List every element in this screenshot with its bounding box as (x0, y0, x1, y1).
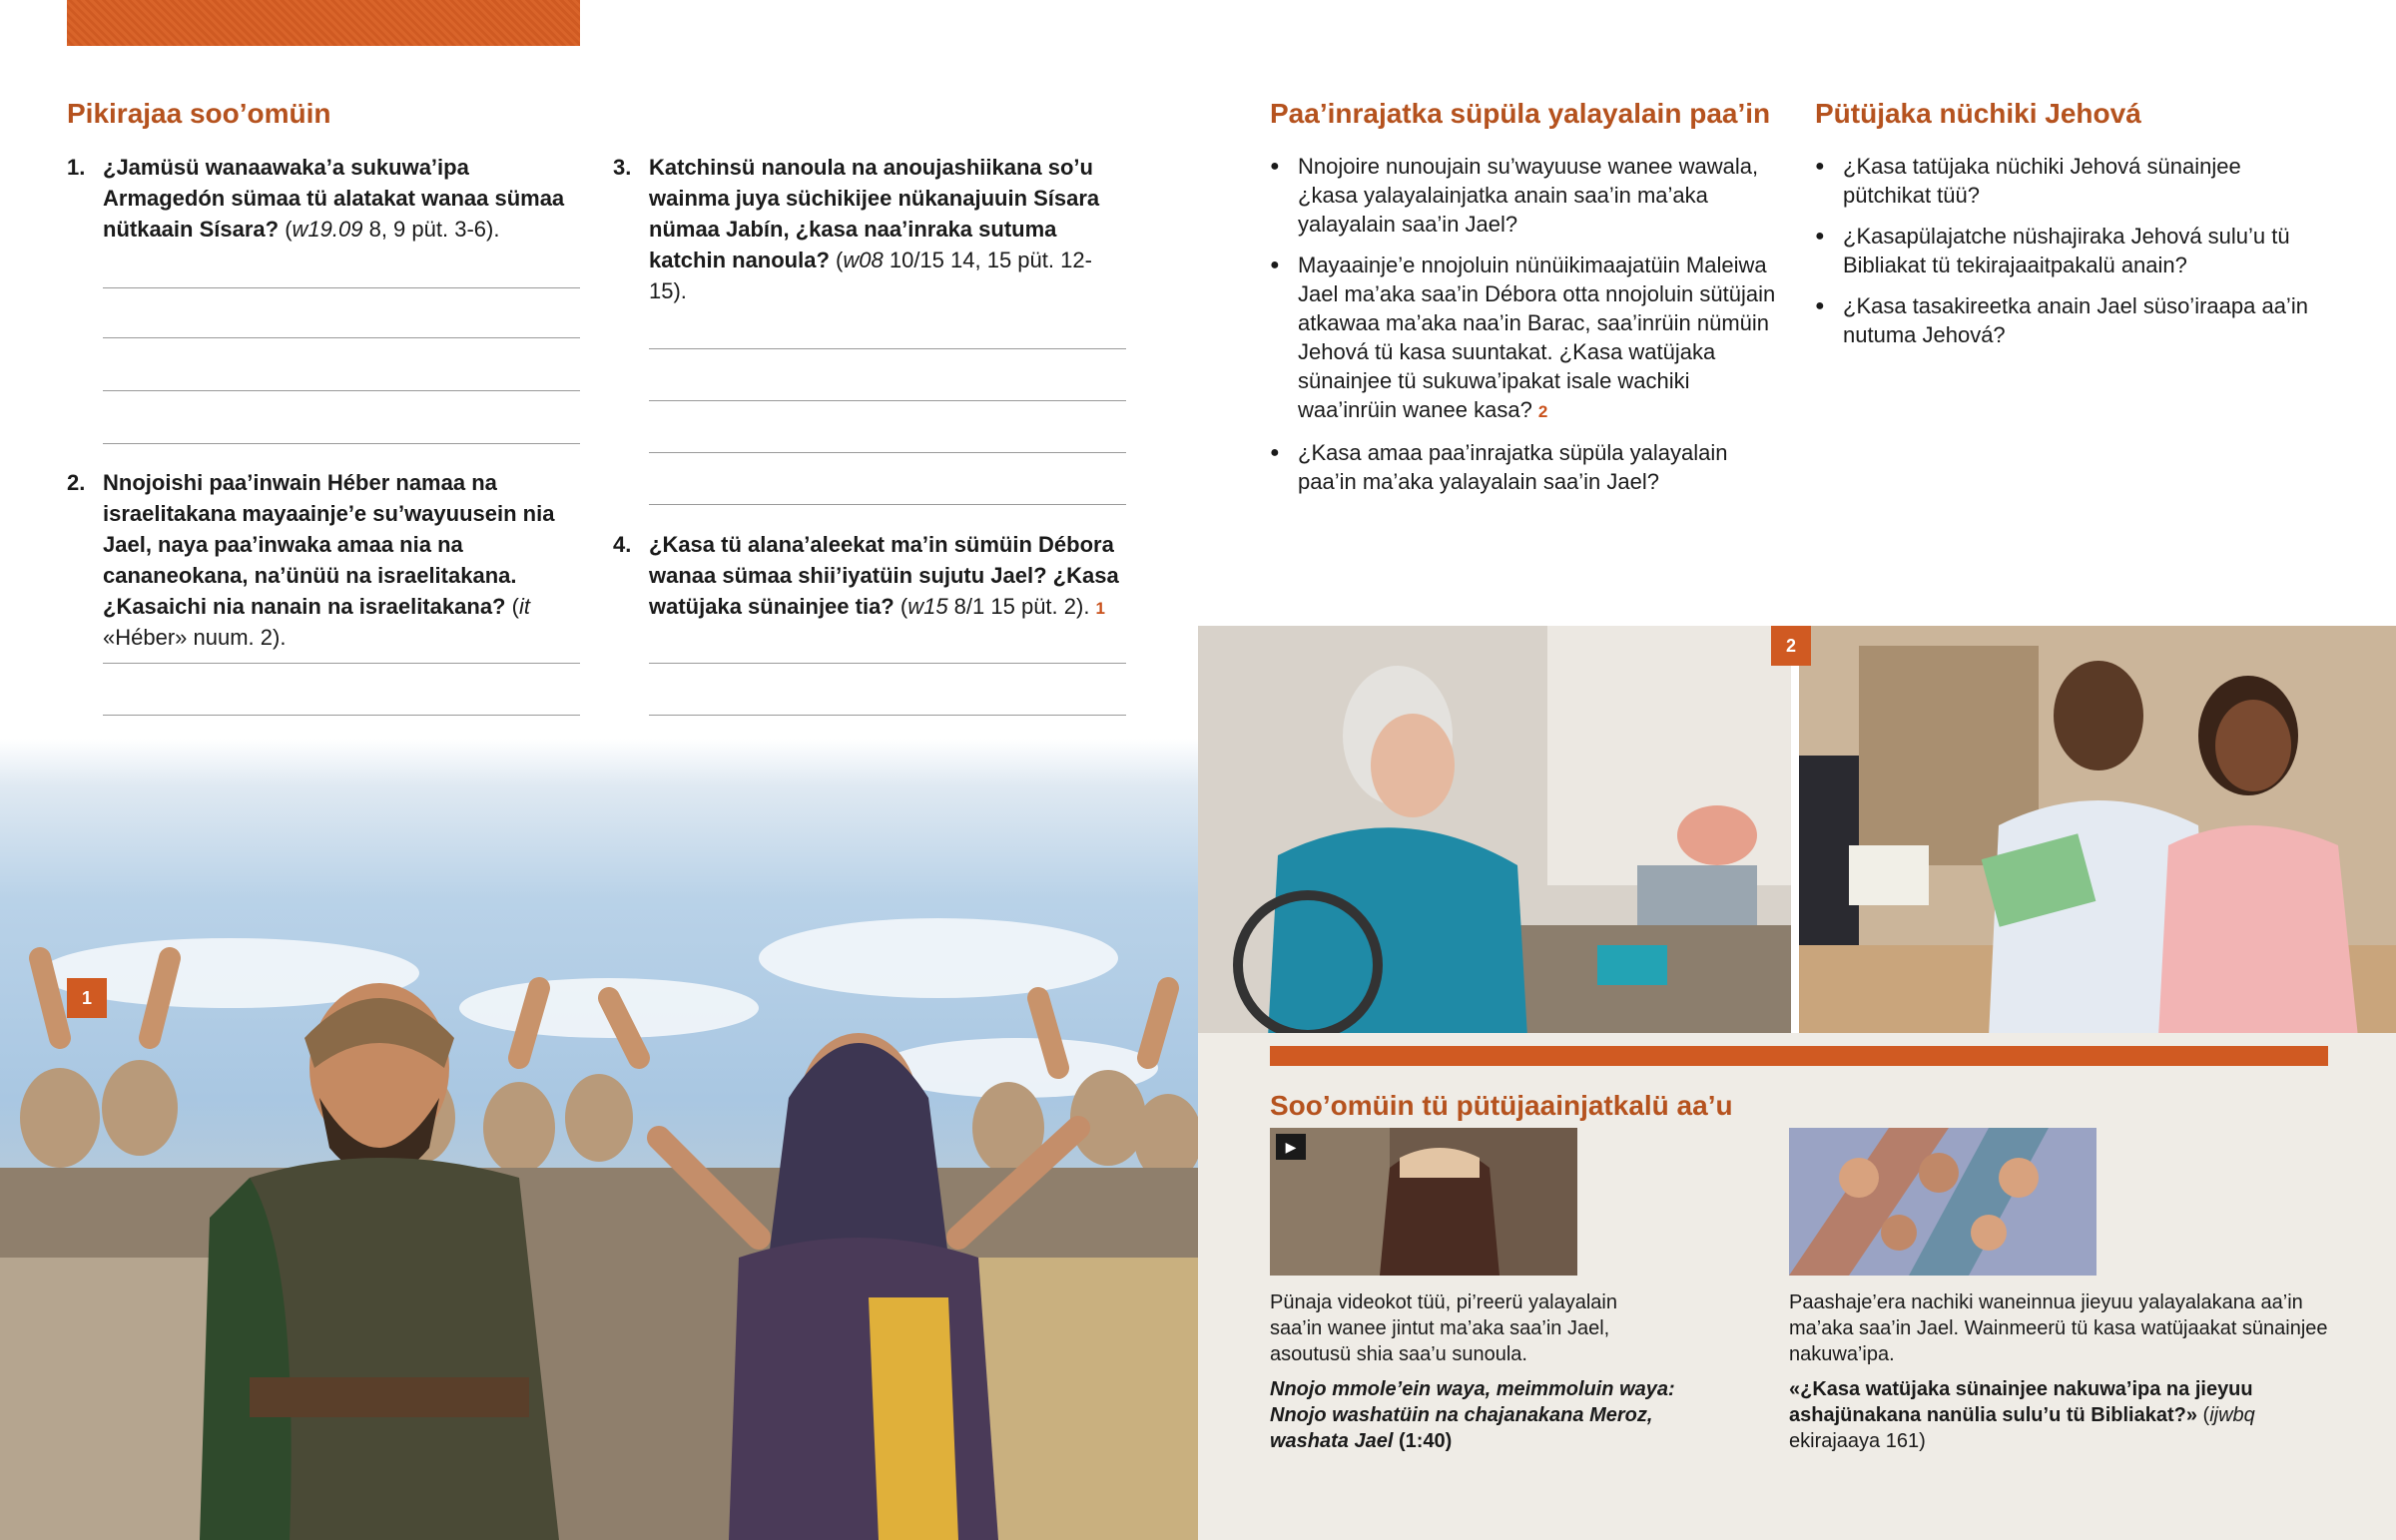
answer-line[interactable] (103, 337, 580, 338)
image-ref-badge: 2 (1537, 402, 1548, 421)
list-item: ● Nnojoire nunoujain su’wayuuse wanee wawala, ¿kasa yalayalainjatka anain saa’in ma’aka yalayalain saa’in Jael? (1270, 152, 1779, 239)
question-4: 4. ¿Kasa tü alana’aleekat ma’in sümüin Débora wanaa sümaa shii’iyatüin sujutu Jael? ¿Kasa watüjaka sünainjee tia? (w15 8/1 15 püt. 2). 1 (649, 529, 1128, 624)
ref-italic: ijwbq (2209, 1404, 2255, 1426)
illustration-celebration (0, 739, 1198, 1540)
ref-italic: w15 (907, 594, 948, 619)
article-link-block[interactable]: «¿Kasa watüjaka sünainjee nakuwa’ipa na jieyuu ashajünakana nanülia sulu’u tü Bibliakat?» (ijwbq ekirajaaya 161) (1789, 1378, 2255, 1452)
question-3: 3. Katchinsü nanoula na anoujashiikana so’u wainma juya süchikijee nükanajuuin Sísara nümaa Jabín, ¿kasa naa’inraka sutuma katchin nanoula? (w08 10/15 14, 15 püt. 12-15). (649, 152, 1118, 306)
ref-italic: it (518, 594, 530, 619)
question-text: ¿Jamüsü wanaawaka’a sukuwa’ipa Armagedón sümaa tü alatakat wanaa sümaa nütkaain Sísara? (103, 155, 565, 242)
answer-line[interactable] (649, 504, 1126, 505)
crowd-illustration (0, 739, 1198, 1540)
video-description: Pünaja videokot tüü, pi’reerü yalayalain saa’in wanee jintut ma’aka saa’in Jael, asoutusü shia saa’u sunoula. (1270, 1291, 1617, 1365)
question-text: Katchinsü nanoula na anoujashiikana so’u wainma juya süchikijee nükanajuuin Sísara nümaa Jabín, ¿kasa naa’inraka sutuma katchin nanoula? (649, 155, 1100, 272)
answer-line[interactable] (649, 348, 1126, 349)
question-text: ¿Kasa tü alana’aleekat ma’in sümüin Débora wanaa sümaa shii’iyatüin sujutu Jael? ¿Kasa watüjaka sünainjee tia? (649, 532, 1119, 619)
answer-line[interactable] (649, 663, 1126, 664)
answer-line[interactable] (649, 400, 1126, 401)
ref-text: 10/15 14, 15 püt. 12-15). (649, 248, 1092, 303)
article-link[interactable]: «¿Kasa watüjaka sünainjee nakuwa’ipa na jieyuu ashajünakana nanülia sulu’u tü Bibliakat?» (1789, 1378, 2253, 1426)
video-illustration (1270, 1128, 1577, 1276)
panel-accent-bar (1270, 1046, 2328, 1066)
ref-text: 8/1 15 püt. 2). (947, 594, 1090, 619)
learn-more-panel (1198, 1033, 2396, 1540)
photo-illustration (1198, 626, 1791, 1037)
ref-text: «Héber» nuum. 2). (103, 625, 287, 650)
article-description: Paashaje’era nachiki waneinnua jieyuu yalayalakana aa’in ma’aka saa’in Jael. Wainmeerü tü kasa watüjaakat sünainjee nakuwa’ipa. (1789, 1291, 2328, 1365)
article-thumbnail[interactable] (1789, 1128, 2096, 1276)
col1-list (1270, 152, 1779, 508)
header-texture-bar (67, 0, 580, 46)
ref-italic: w19.09 (292, 217, 363, 242)
answer-line[interactable] (649, 715, 1126, 716)
answer-line[interactable] (649, 452, 1126, 453)
question-number: 1. (67, 155, 86, 180)
col1-title: Paa’inrajatka süpüla yalayalain paa’in (1270, 98, 1771, 129)
video-caption-block[interactable] (1270, 1376, 1689, 1454)
list-item: ● ¿Kasa tatüjaka nüchiki Jehová sünainjee pütchikat tüü? (1815, 152, 2334, 210)
image-ref-badge: 1 (1095, 599, 1105, 618)
video-duration: (1:40) (1398, 1430, 1453, 1452)
list-item: ● ¿Kasa amaa paa’inrajatka süpüla yalayalain paa’in ma’aka yalayalain saa’in Jael? (1270, 438, 1779, 496)
answer-line[interactable] (103, 663, 580, 664)
question-text: Nnojoishi paa’inwain Héber namaa na israelitakana mayaainje’e su’wayuusein nia Jael, naya paa’inwaka amaa nia na cananeokana, na’ünüü na israelitakana. ¿Kasaichi nia nanain na israelitakana? (103, 470, 555, 619)
list-item: ● Mayaainje’e nnojoluin nünüikimaajatüin Maleiwa Jael ma’aka saa’in Débora otta nnojoluin sütüjain atkawaa ma’aka naa’in Barac, saa’inrüin nümüin Jehová tü kasa suuntakat. ¿Kasa watüjaka sünainjee tü sukuwa’ipakat isale wachiki waa’inrüin wanee kasa? 2 (1270, 251, 1779, 426)
ref-text: ekirajaaya 161) (1789, 1430, 1926, 1452)
answer-line[interactable] (103, 443, 580, 444)
list-item: ● ¿Kasapülajatche nüshajiraka Jehová sulu’u tü Bibliakat tü tekirajaaitpakalü anain? (1815, 222, 2334, 279)
answer-line[interactable] (103, 390, 580, 391)
photo-elderly-woman-writing (1198, 626, 1791, 1037)
question-1: 1. ¿Jamüsü wanaawaka’a sukuwa’ipa Armagedón sümaa tü alatakat wanaa sümaa nütkaain Sísara? (w19.09 8, 9 püt. 3-6). (103, 152, 582, 245)
image-badge: 1 (67, 978, 107, 1018)
photo-illustration (1799, 626, 2396, 1037)
panel-title: Soo’omüin tü pütüjaainjatkalü aa’u (1270, 1090, 1733, 1121)
answer-line[interactable] (103, 715, 580, 716)
question-number: 2. (67, 470, 86, 495)
answer-line[interactable] (103, 287, 580, 288)
list-item: ● ¿Kasa tasakireetka anain Jael süso’iraapa aa’in nutuma Jehová? (1815, 291, 2334, 349)
image-badge: 2 (1771, 626, 1811, 666)
question-2: 2. Nnojoishi paa’inwain Héber namaa na israelitakana mayaainje’e su’wayuusein nia Jael, naya paa’inwaka amaa nia na cananeokana, na’ünüü na israelitakana. ¿Kasaichi nia nanain na israelitakana? (it «Héber» nuum. 2). (103, 467, 582, 653)
play-icon[interactable]: ▶ (1276, 1134, 1306, 1160)
col2-title: Pütüjaka nüchiki Jehová (1815, 98, 2141, 129)
ref-text: 8, 9 püt. 3-6). (362, 217, 500, 242)
question-number: 4. (613, 532, 632, 557)
section-title: Pikirajaa soo’omüin (67, 98, 331, 129)
question-number: 3. (613, 155, 632, 180)
col2-list (1815, 152, 2334, 361)
photo-couple-reading (1785, 626, 2396, 1037)
ref-italic: w08 (843, 248, 884, 272)
video-caption[interactable]: Nnojo mmole’ein waya, meimmoluin waya: Nnojo washatüin na chajanakana Meroz, washata Jael (1270, 1378, 1675, 1452)
article-illustration (1789, 1128, 2096, 1276)
video-thumbnail[interactable] (1270, 1128, 1577, 1276)
